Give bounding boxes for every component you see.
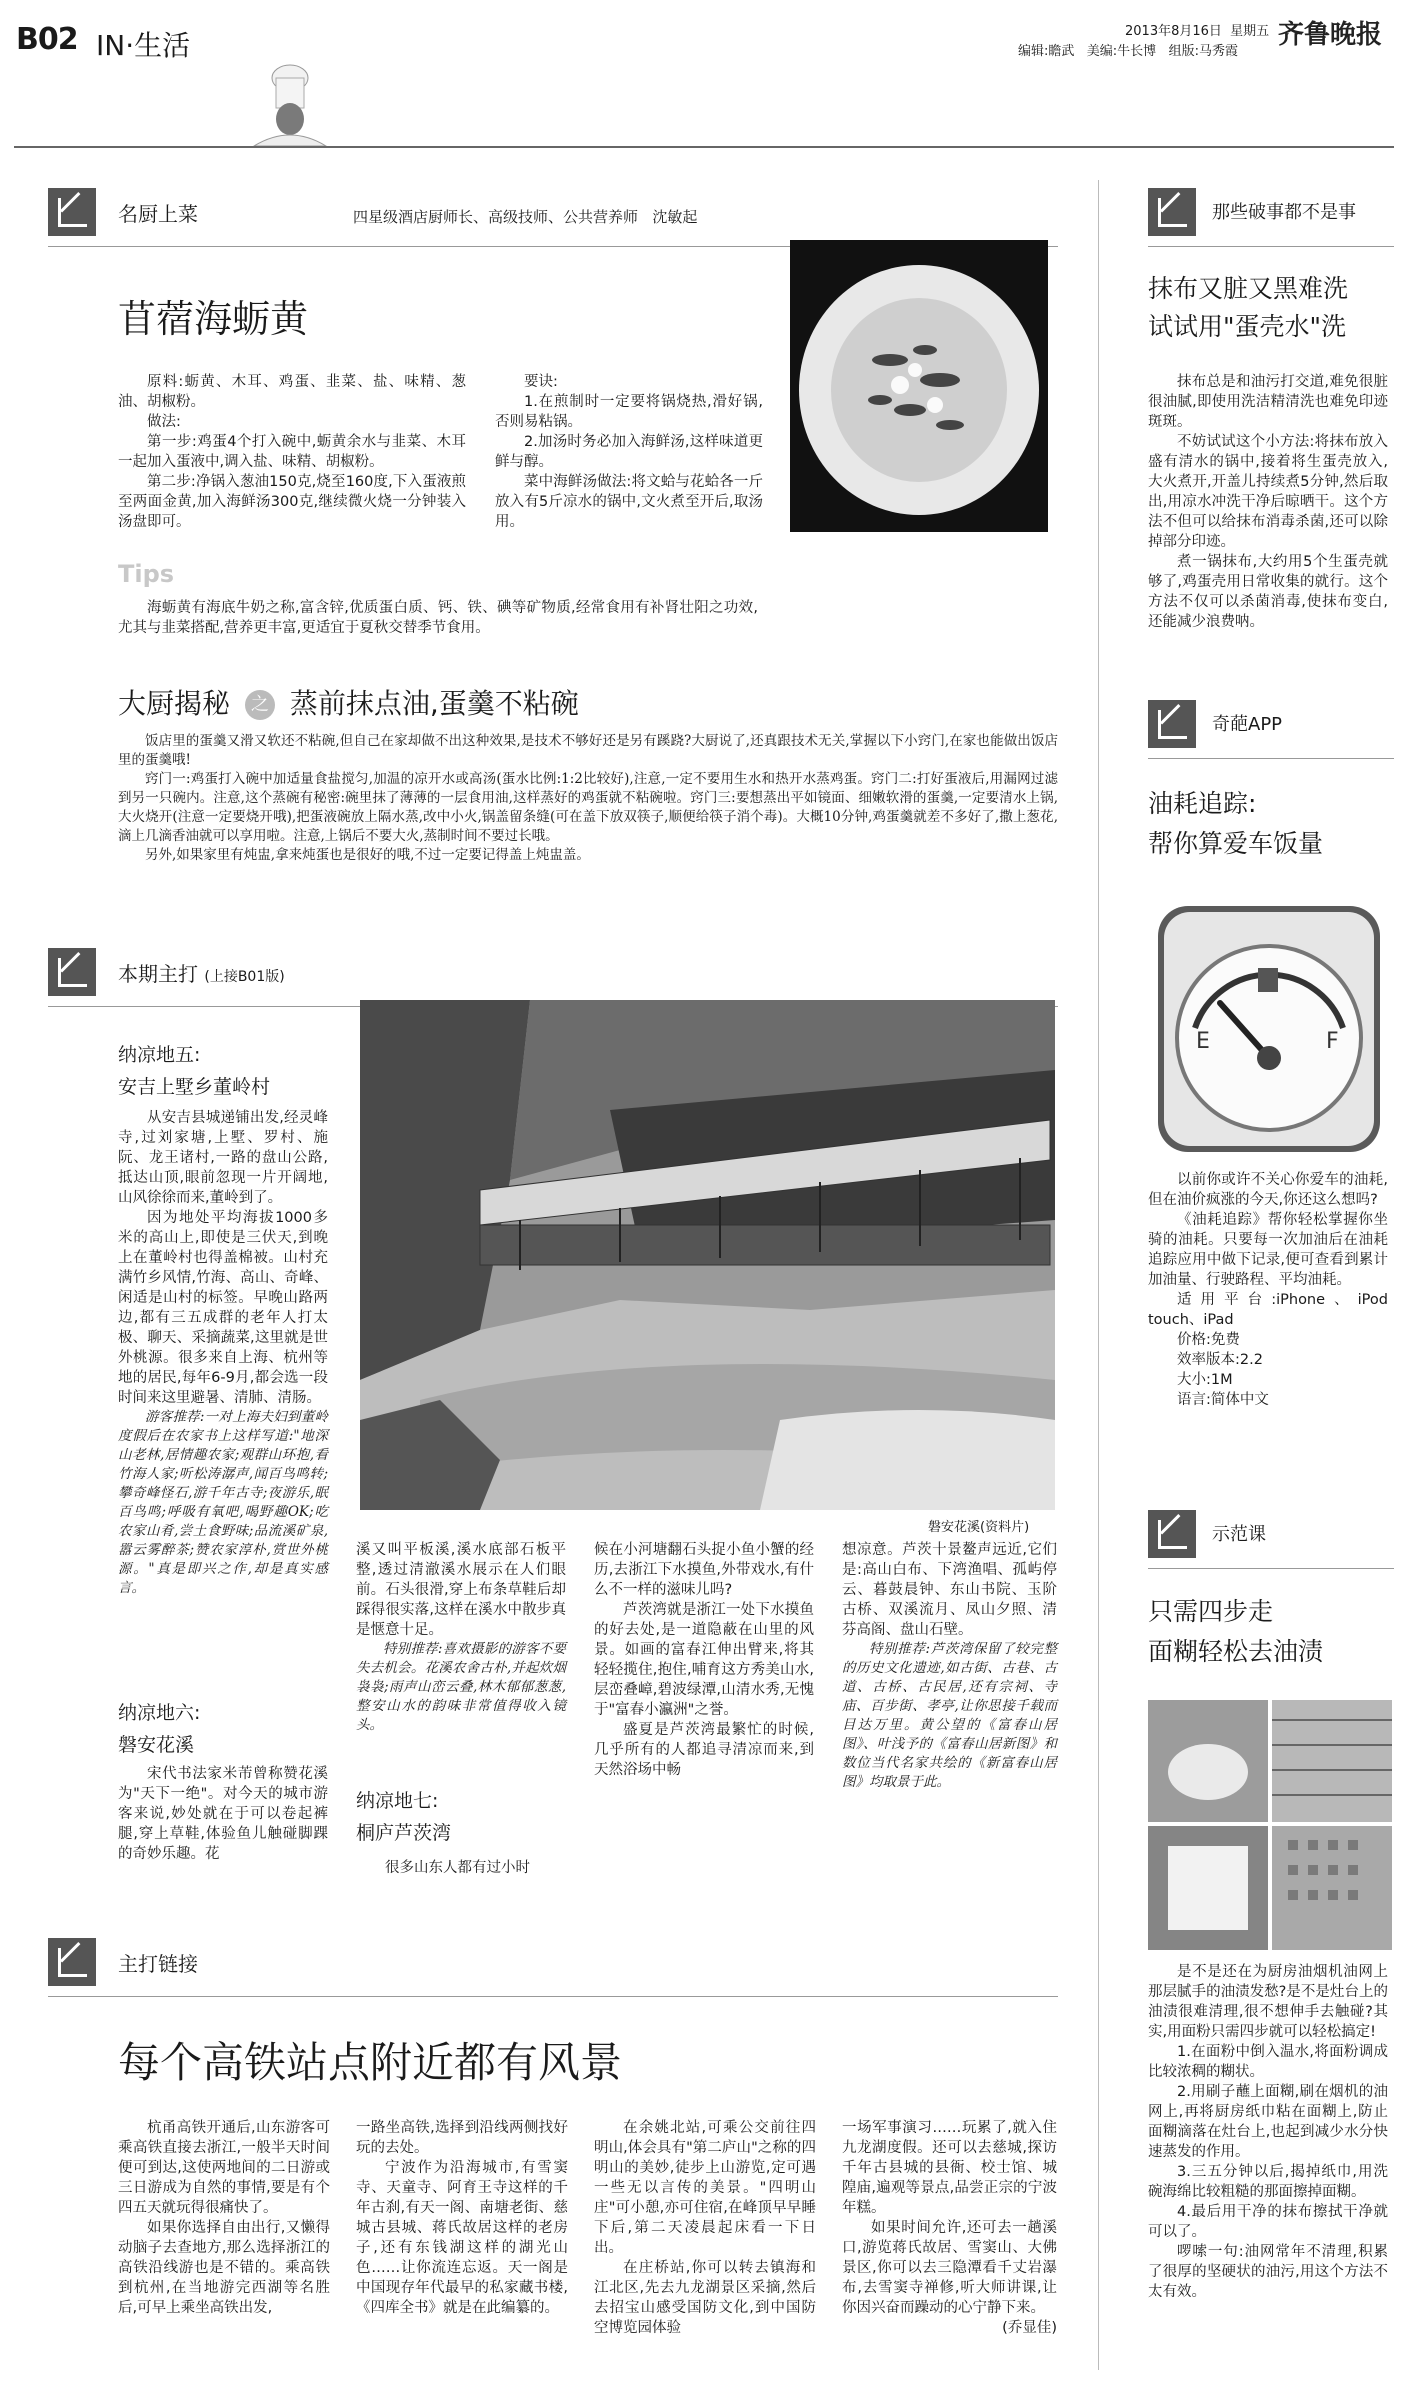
dish-photo [790,240,1048,532]
spot6-title: 纳凉地六: [118,1702,201,1724]
side3-body: 是不是还在为厨房油烟机油网上那层腻手的油渍发愁?是不是灶台上的油渍很难清理,很不想伸手去触碰?其实,用面粉只需四步就可以轻松搞定! 1.在面粉中倒入温水,将面粉调成比较浓稠的糊状。 2.用刷子蘸上面糊,刷在烟机的油网上,再将厨房纸巾粘在面糊上,防止面糊滴落在灶台上,也起到减少水分快速蒸发的作用。 3.三五分钟以后,揭掉纸巾,用洗碗海绵比较粗糙的那面擦掉面糊。 4.最后用干净的抹布擦拭干净就可以了。 啰嗦一句:油网常年不清理,积累了很厚的坚硬状的油污,用这个方法不太有效。 [1148,1964,1388,2300]
side2-body: 以前你或许不关心你爱车的油耗,但在油价疯涨的今天,你还这么想吗? 《油耗追踪》帮你轻松掌握你坐骑的油耗。只要每一次加油后在油耗追踪应用中做下记录,便可查看到累计加油量、行驶路程、平均油耗。 适用平台:iPhone、iPod touch、iPad 价格:免费 效率版本:2.2 大小:1M 语言:简体中文 [1148,1172,1388,1408]
arrow-icon [48,188,96,236]
masthead-rule [14,146,1394,148]
side1-head: 那些破事都不是事 [1148,188,1394,247]
recipe-col-1: 原料:蛎黄、木耳、鸡蛋、韭菜、盐、味精、葱油、胡椒粉。 做法: 第一步:鸡蛋4个打入碗中,蛎黄余水与韭菜、木耳一起加入蛋液中,调入盐、味精、胡椒粉。 第二步:净锅入葱油150克,烧至160度,下入蛋液煎至两面金黄,加入海鲜汤300克,继续微火烧一分钟装入汤盘即可。 [118,374,466,530]
spot7-title: 纳凉地七: [356,1790,439,1812]
side3-head: 示范课 [1148,1510,1394,1569]
secret-body: 饭店里的蛋羹又滑又软还不粘碗,但自己在家却做不出这种效果,是技术不够好还是另有蹊跷?大厨说了,还真跟技术无关,掌握以下小窍门,在家也能做出饭店里的蛋羹哦! 窍门一:鸡蛋打入碗中加适量食盐搅匀,加温的凉开水或高汤(蛋水比例:1:2比较好),注意,一定不要用生水和热开水蒸鸡蛋。窍门二:打好蛋液后,用漏网过滤到另一只碗内。注意,这个蒸碗有秘密:碗里抹了薄薄的一层食用油,这样蒸好的鸡蛋就不粘碗啦。窍门三:要想蒸出平如镜面、细嫩软滑的蛋羹,一定要清水上锅,大火烧开(注意一定要烧开哦),把蛋液碗放上隔水蒸,改中小火,锅盖留条缝(可在盖下放双筷子,顺便给筷子消个毒)。大概10分钟,鸡蛋羹就差不多好了,撒上葱花,滴上几滴香油就可以享用啦。注意,上锅后不要大火,蒸制时间不要过长哦。 另外,如果家里有炖盅,拿来炖蛋也是很好的哦,不过一定要记得盖上炖盅盖。 [118,733,1058,863]
chef-section-head [48,188,1058,247]
link-col-1: 杭甬高铁开通后,山东游客可乘高铁直接去浙江,一般半天时间便可到达,这使两地间的二日游或三日游成为自然的事情,要是有个四五天就玩得很痛快了。 如果你选择自由出行,又懒得动脑子去查地方,那么选择浙江的高铁沿线游也是不错的。乘高铁到杭州,在当地游完西湖等名胜后,可早上乘坐高铁出发, [118,2120,330,2316]
tips-label: Tips [118,560,175,588]
spot7-subtitle: 桐庐芦茨湾 [356,1822,452,1844]
dish-title: 苜蓿海蛎黄 [118,297,309,341]
side3-title: 只需四步走 面糊轻松去油渍 [1148,1597,1324,1666]
step-photos [1148,1700,1392,1950]
recipe-col-2: 要诀: 1.在煎制时一定要将锅烧热,滑好锅,否则易粘锅。 2.加汤时务必加入海鲜汤,这样味道更鲜与醇。 菜中海鲜汤做法:将文蛤与花蛤各一斤放入有5斤凉水的锅中,文火煮至开后,取汤用。 [495,374,763,530]
masthead [0,0,1409,150]
feature-col-1: 从安吉县城递铺出发,经灵峰寺,过刘家塘,上墅、罗村、施阮、龙王诸村,一路的盘山公路,抵达山顶,眼前忽现一片开阔地,山风徐徐而来,董岭到了。 因为地处平均海拔1000多米的高山上,即使是三伏天,到晚上在董岭村也得盖棉被。山村充满竹乡风情,竹海、高山、奇峰、闲适是山村的标签。早晚山路两边,都有三五成群的老年人打太极、聊天、采摘蔬菜,这里就是世外桃源。很多来自上海、杭州等地的居民,每年6-9月,都会选一段时间来这里避暑、清肺、清肠。 游客推荐:一对上海夫妇到董岭度假后在农家书上这样写道:"地深山老林,居情趣农家;观群山环抱,看竹海人家;听松涛潺声,闻百鸟鸣转;攀奇峰怪石,游千年古寺;夜游乐,眠百鸟鸣;呼吸有氧吧,喝野趣OK;吃农家山肴,尝土食野味;品流溪矿泉,嚣云雾醉茶;赞农家淳朴,赏世外桃源。"真是即兴之作,却是真实感言。 [118,1110,328,1596]
feature-col-1-tail: 宋代书法家米芾曾称赞花溪为"天下一绝"。对今天的城市游客来说,妙处就在于可以卷起裤腿,穿上草鞋,体验鱼儿触碰脚踝的奇妙乐趣。花 [118,1766,328,1862]
side2-head: 奇葩APP [1148,700,1394,759]
brand-logo: 齐鲁晚报 [1278,20,1383,50]
fuel-pump-icon [1258,968,1278,992]
arrow-icon [1148,188,1196,236]
date: 2013年8月16日 星期五 [1125,24,1270,39]
link-col-4: 一场军事演习……玩累了,就入住九龙湖度假。还可以去慈城,探访千年古县城的县衙、校士馆、城隍庙,遍观等景点,品尝正宗的宁波年糕。 如果时间允许,还可去一趟溪口,游览蒋氏故居、雪窦山、大佛景区,你可以去三隐潭看千丈岩瀑布,去雪窦寺禅修,听大师讲课,让你因兴奋而躁动的心宁静下来。 (乔显佳) [842,2120,1057,2336]
page-number: B02 [16,22,78,57]
chef-credentials: 四星级酒店厨师长、高级技师、公共营养师 沈敏起 [353,208,698,226]
arrow-icon [48,948,96,996]
arrow-icon [48,1938,96,1986]
staff-credits: 编辑:瞻武 美编:牛长博 组版:马秀霞 [1018,44,1238,59]
link-col-3: 在余姚北站,可乘公交前往四明山,体会具有"第二庐山"之称的四明山的美妙,徒步上山游览,定可遇一些无以言传的美景。"四明山庄"可小憩,亦可住宿,在峰顶早早睡下后,第二天凌晨起床看一下日出。 在庄桥站,你可以转去镇海和江北区,先去九龙湖景区采摘,然后去招宝山感受国防文化,到中国防空博览园体验 [594,2120,816,2336]
secret-title: 大厨揭秘 之 蒸前抹点油,蛋羹不粘碗 [118,687,579,720]
side1-body: 抹布总是和油污打交道,难免很脏很油腻,即使用洗洁精清洗也难免印迹斑斑。 不妨试试这个小方法:将抹布放入盛有清水的锅中,接着将生蛋壳放入,大火煮开,开盖儿持续煮5分钟,然后取出,用凉水冲洗干净后晾晒干。这个方法不但可以给抹布消毒杀菌,还可以除掉部分印迹。 煮一锅抹布,大约用5个生蛋壳就够了,鸡蛋壳用日常收集的就行。这个方法不仅可以杀菌消毒,使抹布变白,还能减少浪费呐。 [1148,374,1388,630]
feature-col-4: 想凉意。芦茨十景鳌声远近,它们是:高山白布、下湾渔唱、孤屿停云、暮鼓晨钟、东山书院、玉阶古桥、双溪流月、凤山夕照、清芬高阁、盘山石壁。 特别推荐:芦茨湾保留了较完整的历史文化遗迹,如古街、古巷、古道、古桥、古民居,还有宗祠、寺庙、百步街、孝亭,让你思接千载而目达万里。黄公望的《富春山居图》、叶浅予的《富春山居新图》和数位当代名家共绘的《新富春山居图》均取景于此。 [842,1542,1057,1790]
chef-portrait [240,64,340,146]
spot6-subtitle: 磐安花溪 [118,1734,195,1756]
arrow-icon [1148,700,1196,748]
feature-section-head: 本期主打 (上接B01版) [48,948,1058,1007]
section-label: 名厨上菜 [118,202,198,226]
spot5-title: 纳凉地五: [118,1044,201,1066]
feature-col-2-tail: 很多山东人都有过小时 [385,1860,530,1876]
side2-title: 油耗追踪: 帮你算爱车饭量 [1148,789,1324,858]
link-title: 每个高铁站点附近都有风景 [118,2038,623,2087]
link-section-head: 主打链接 [48,1938,1058,1997]
arrow-icon [1148,1510,1196,1558]
gauge-empty-label: E [1196,1029,1210,1054]
link-col-2: 一路坐高铁,选择到沿线两侧找好玩的去处。 宁波作为沿海城市,有雪窦寺、天童寺、阿育王寺这样的千年古刹,有天一阁、南塘老街、慈城古县城、蒋氏故居这样的老房子,还有东钱湖这样的湖光山色……让你流连忘返。天一阁是中国现存年代最早的私家藏书楼,《四库全书》就是在此编纂的。 [356,2120,568,2316]
fuel-gauge-app-icon [1150,898,1388,1160]
zhi-badge: 之 [245,690,275,720]
gauge-full-label: F [1326,1029,1339,1054]
tips-text: 海蛎黄有海底牛奶之称,富含锌,优质蛋白质、钙、铁、碘等矿物质,经常食用有补肾壮阳之功效,尤其与韭菜搭配,营养更丰富,更适宜于夏秋交替季节食用。 [118,600,758,636]
huaxi-photo [360,1000,1055,1510]
sidebar-divider [1098,180,1099,2370]
side1-title: 抹布又脏又黑难洗 试试用"蛋壳水"洗 [1148,274,1349,341]
section-name: IN·生活 [96,29,191,62]
feature-col-3: 候在小河塘翻石头捉小鱼小蟹的经历,去浙江下水摸鱼,外带戏水,有什么不一样的滋味儿吗? 芦茨湾就是浙江一处下水摸鱼的好去处,是一道隐蔽在山里的风景。如画的富春江伸出臂来,将其轻轻揽住,抱住,哺育这方秀美山水,层峦叠嶂,碧波绿潭,山清水秀,无愧于"富春小瀛洲"之誉。 盛夏是芦茨湾最繁忙的时候,几乎所有的人都追寻清凉而来,到天然浴场中畅 [594,1542,814,1778]
feature-col-2: 溪又叫平板溪,溪水底部石板平整,透过清澈溪水展示在人们眼前。石头很滑,穿上布条草鞋后却踩得很实落,这样在溪水中散步真是惬意十足。 特别推荐:喜欢摄影的游客不要失去机会。花溪农舍古朴,并起炊烟袅袅;雨声山峦云叠,林木郁郁葱葱,整安山水的韵味非常值得收入镜头。 [356,1542,566,1733]
spot5-subtitle: 安吉上墅乡董岭村 [118,1076,271,1098]
photo-caption: 磐安花溪(资料片) [928,1520,1030,1535]
